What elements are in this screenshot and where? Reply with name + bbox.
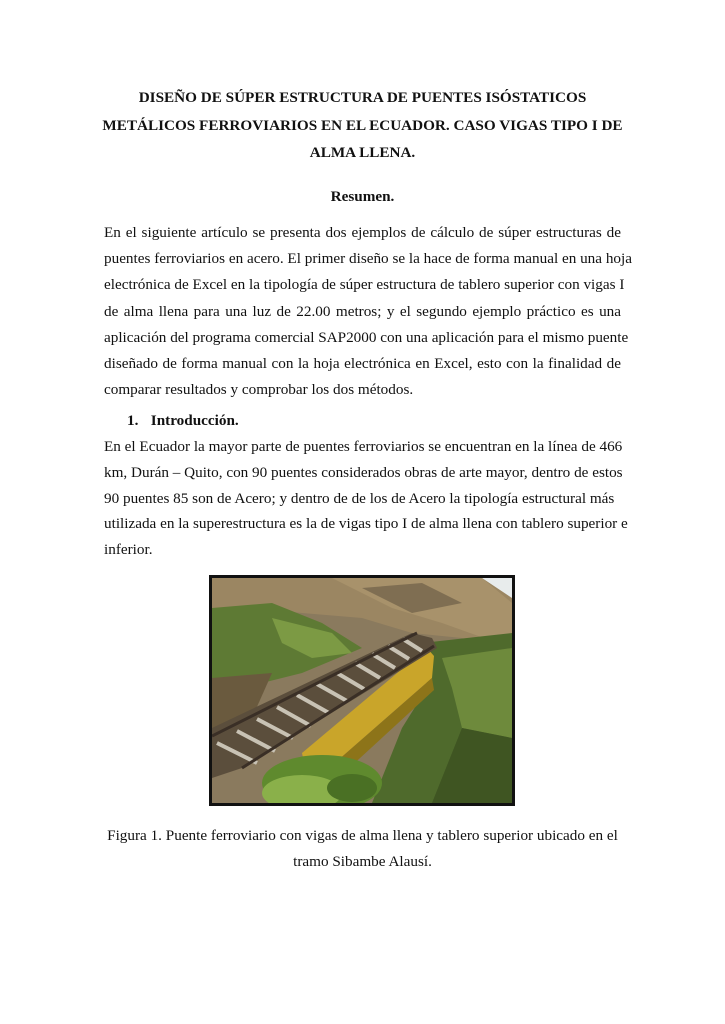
section-heading-introduccion (127, 409, 239, 433)
intro-line: inferior. (104, 541, 153, 559)
abstract-line: comparar resultados y comprobar los dos métodos. (104, 381, 414, 399)
abstract-line: diseñado de forma manual con la hoja electrónica en Excel, esto con la finalidad de (104, 355, 621, 373)
intro-paragraph (104, 434, 628, 563)
abstract-heading: Resumen. (330, 188, 395, 205)
caption-line: tramo Sibambe Alausí. (293, 853, 432, 870)
document-title (100, 84, 625, 167)
intro-line: utilizada en la superestructura es la de vigas tipo I de alma llena con tablero superior e (104, 515, 628, 533)
figure-caption (100, 823, 625, 875)
title-line: ALMA LLENA. (309, 144, 416, 161)
section-number: 1. (127, 412, 139, 429)
title-line: METÁLICOS FERROVIARIOS EN EL ECUADOR. CASO VIGAS TIPO I DE (102, 116, 623, 134)
abstract-paragraph (104, 220, 632, 403)
abstract-line: En el siguiente artículo se presenta dos ejemplos de cálculo de súper estructuras de (104, 224, 621, 241)
abstract-line: electrónica de Excel en la tipología de súper estructura de tablero superior con vigas I (104, 276, 625, 294)
intro-line: En el Ecuador la mayor parte de puentes ferroviarios se encuentran en la línea de 466 (104, 438, 623, 455)
abstract-line: de alma llena para una luz de 22.00 metros; y el segundo ejemplo práctico es una (104, 302, 621, 320)
caption-line: Figura 1. Puente ferroviario con vigas de alma llena y tablero superior ubicado en el (107, 827, 618, 844)
title-line: DISEÑO DE SÚPER ESTRUCTURA DE PUENTES ISÓSTATICOS (138, 89, 587, 106)
abstract-line: aplicación del programa comercial SAP2000 con una aplicación para el mismo puente (104, 328, 629, 346)
intro-line: 90 puentes 85 son de Acero; y dentro de de los de Acero la tipología estructural más (104, 489, 615, 507)
railway-bridge-photo (209, 575, 515, 806)
foreground-bush-shadow (327, 774, 377, 802)
section-title: Introducción. (150, 412, 239, 429)
railway-bridge-illustration (212, 578, 512, 803)
abstract-line: puentes ferroviarios en acero. El primer diseño se la hace de forma manual en una hoja (104, 250, 632, 268)
intro-line: km, Durán – Quito, con 90 puentes considerados obras de arte mayor, dentro de estos (104, 463, 623, 481)
